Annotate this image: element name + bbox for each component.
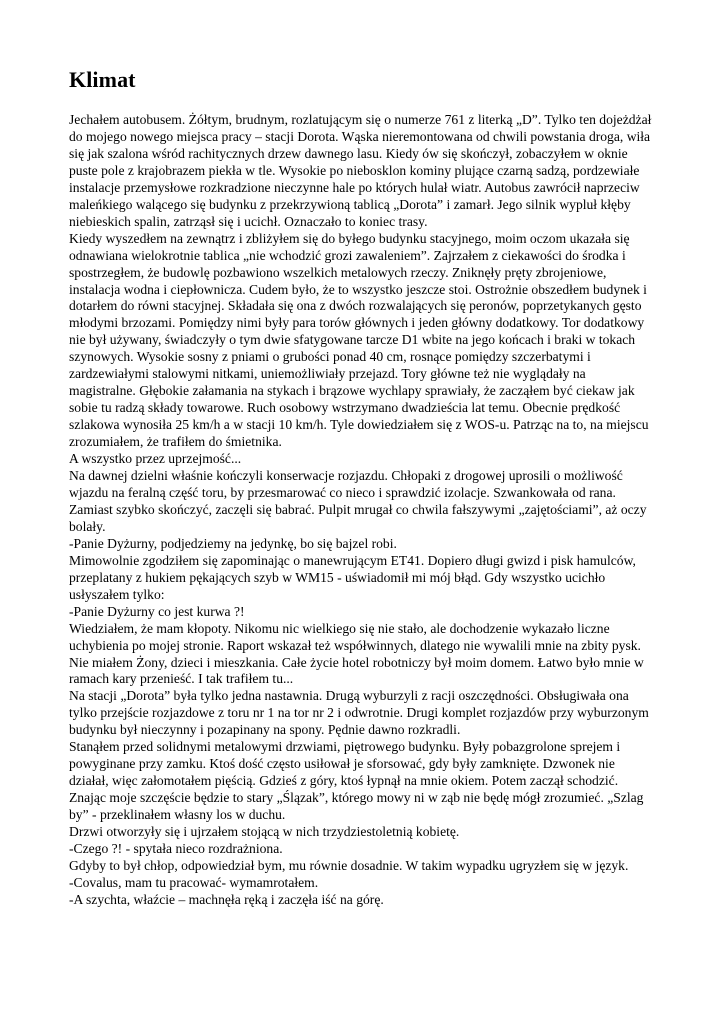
paragraph: Drzwi otworzyły się i ujrzałem stojącą w nich trzydziestoletnią kobietę.	[69, 824, 460, 840]
paragraph: Na dawnej dzielni właśnie kończyli konserwacje rozjazdu. Chłopaki z drogowej uprosili o możliwość wjazdu na feralną część toru, by przesmarować co nieco i sprawdzić izolacje. Szwankowała od rana. Zamiast szybko skończyć, zaczęli się babrać. Pulpit mrugał co chwila fałszywymi „zajętościami”, aż oczy bolały.	[69, 468, 647, 534]
document-page	[69, 66, 654, 909]
paragraph: Na stacji „Dorota” była tylko jedna nastawnia. Drugą wyburzyli z racji oszczędności. Obsługiwała ona tylko przejście rozjazdowe z toru nr 1 na tor nr 2 i odwrotnie. Drugi komplet rozjazdów przy wyburzonym budynku był nieczynny i pozapinany na spony. Pędnie dawno rozkradli.	[69, 688, 649, 738]
paragraph: Gdyby to był chłop, odpowiedział bym, mu równie dosadnie. W takim wypadku ugryzłem się w język.	[69, 857, 629, 873]
dialogue-line: -A szychta, właźcie – machnęła ręką i zaczęła iść na górę.	[69, 891, 384, 907]
paragraph: Jechałem autobusem. Żółtym, brudnym, rozlatującym się o numerze 761 z literką „D”. Tylko ten dojeżdżał do mojego nowego miejsca pracy – stacji Dorota. Wąska nieremontowana od chwili powstania droga, wiła się jak szalona wśród rachitycznych drzew dawnego lasu. Kiedy ów się skończył, zobaczyłem w oknie puste pole z krajobrazem piekła w tle. Wysokie po niebosklon kominy plujące czarną sadzą, pordzewiałe instalacje przemysłowe rozkradzione nieczynne hale po których hulał wiatr. Autobus zawrócił naprzeciw maleńkiego walącego się budynku z przekrzywioną tablicą „Dorota” i zamarł. Jego silnik wypluł kłęby niebieskich spalin, zatrząsł się i ucichł. Oznaczało to koniec trasy.	[69, 112, 652, 229]
document-title: Klimat	[69, 67, 136, 92]
paragraph: Kiedy wyszedłem na zewnątrz i zbliżyłem się do byłego budynku stacyjnego, moim oczom ukazała się odnawiana wielokrotnie tablica „nie wchodzić grozi zawaleniem”. Zajrzałem z ciekawości do środka i spostrzegłem, że budowlę pozbawiono wszelkich metalowych rzeczy. Zniknęły pręty zbrojeniowe, instalacja wodna i ciepłownicza. Cudem było, że to wszystko jeszcze stoi. Ostrożnie obszedłem budynek i dotarłem do równi stacyjnej. Składała się ona z dwóch rozwalających się peronów, poprzetykanych gęsto młodymi brzozami. Pomiędzy nimi były para torów głównych i jeden główny dodatkowy. Tor dodatkowy nie był używany, świadczyły o tym dwie sfatygowane tarcze D1 wbite na jego końcach i braki w tokach szynowych. Wysokie sosny z pniami o grubości ponad 40 cm, rosnące pomiędzy szczerbatymi i zardzewiałymi stalowymi nitkami, uniemożliwiały przejazd. Tory główne też nie wyglądały na magistralne. Głębokie załamania na stykach i brązowe wychlapy sprawiały, że zacząłem być ciekaw jak sobie tu radzą składy towarowe. Ruch osobowy wstrzymano dwadzieścia lat temu. Obecnie prędkość szlakowa wynosiła 25 km/h a w stacji 10 km/h. Tyle dowiedziałem się z WOS-u. Patrząc na to, na miejscu zrozumiałem, że trafiłem do śmietnika.	[69, 230, 649, 450]
paragraph: Stanąłem przed solidnymi metalowymi drzwiami, piętrowego budynku. Były pobazgrolone sprejem i powyginane przy zamku. Ktoś dość często usiłował je sforsować, gdy były zamknięte. Dzwonek nie działał, więc załomotałem pięścią. Gdzieś z góry, ktoś łypnął na mnie okiem. Potem zaczął schodzić. Znając moje szczęście będzie to stary „Ślązak”, którego mowy ni w ząb nie będę mógł zrozumieć. „Szlag by” - przeklinałem własny los w duchu.	[69, 739, 644, 823]
dialogue-line: -Czego ?! - spytała nieco rozdrażniona.	[69, 840, 283, 856]
dialogue-line: -Panie Dyżurny, podjedziemy na jedynkę, bo się bajzel robi.	[69, 535, 397, 551]
document-body	[69, 112, 654, 909]
paragraph: Wiedziałem, że mam kłopoty. Nikomu nic wielkiego się nie stało, ale dochodzenie wykazało liczne uchybienia po mojej stronie. Raport wskazał też współwinnych, dlatego nie wywalili mnie na zbity pysk. Nie miałem Żony, dzieci i mieszkania. Całe życie hotel robotniczy był moim domem. Łatwo było mnie w ramach kary przenieść. I tak trafiłem tu...	[69, 620, 644, 687]
dialogue-line: -Panie Dyżurny co jest kurwa ?!	[69, 603, 245, 619]
dialogue-line: -Covalus, mam tu pracować- wymamrotałem.	[69, 874, 319, 890]
paragraph: A wszystko przez uprzejmość...	[69, 451, 242, 467]
paragraph: Mimowolnie zgodziłem się zapominając o manewrującym ET41. Dopiero długi gwizd i pisk hamulców, przeplatany z hukiem pękających szyb w WM15 - uświadomił mi mój błąd. Gdy wszystko ucichło usłyszałem tylko:	[69, 552, 636, 602]
